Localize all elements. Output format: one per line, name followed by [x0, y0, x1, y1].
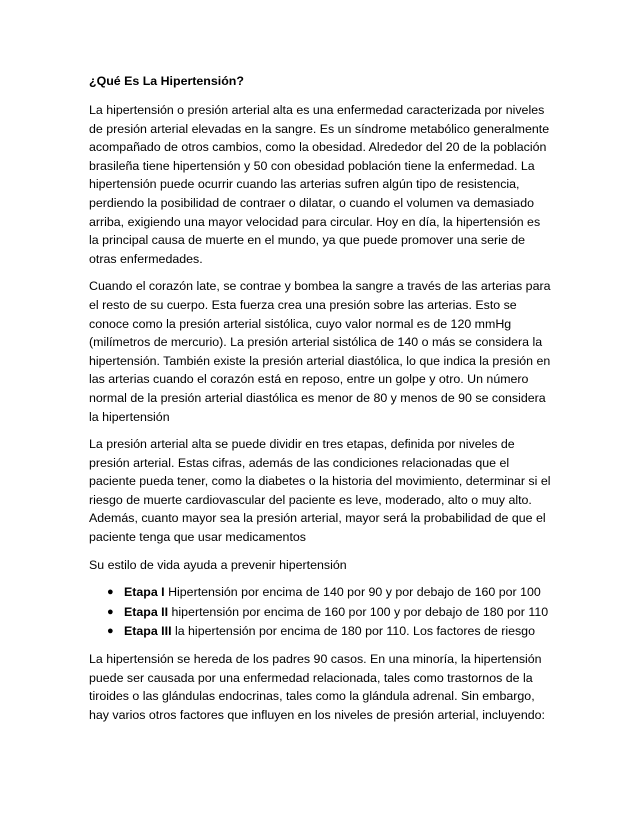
stage-label: Etapa II: [124, 604, 169, 619]
stage-text: hipertensión por encima de 160 por 100 y por debajo de 180 por 110: [168, 604, 549, 619]
paragraph-intro: La hipertensión o presión arterial alta es una enfermedad caracterizada por niveles de presión arterial elevadas en la sangre. Es un síndrome metabólico generalmente acompañado de otros cambios, como la obesidad. Alrededor del 20 de la población brasileña tiene hipertensión y 50 con obesidad población tiene la enfermedad. La hipertensión puede ocurrir cuando las arterias sufren algún tipo de resistencia, perdiendo la posibilidad de contraer o dilatar, o cuando el volumen va demasiado arriba, exigiendo una mayor velocidad para circular. Hoy en día, la hipertensión es la principal causa de muerte en el mundo, ya que puede promover una serie de otras enfermedades.: [89, 103, 550, 266]
paragraph-closing: La hipertensión se hereda de los padres 90 casos. En una minoría, la hipertensión puede ser causada por una enfermedad relacionada, tales como trastornos de la tiroides o las glándulas endocrinas, tales como la glándula adrenal. Sin embargo, hay varios otros factores que influyen en los niveles de presión arterial, incluyendo:: [89, 652, 545, 722]
bullet-icon: ●: [107, 625, 114, 638]
stage-label: Etapa III: [124, 624, 172, 639]
bullet-icon: ●: [107, 586, 114, 599]
stage-text: Hipertensión por encima de 140 por 90 y por debajo de 160 por 100: [164, 585, 541, 600]
list-item: [107, 603, 552, 622]
document-title: ¿Qué Es La Hipertensión?: [89, 74, 244, 88]
paragraph-blood-pressure: Cuando el corazón late, se contrae y bombea la sangre a través de las arterias para el resto de su cuerpo. Esta fuerza crea una presión sobre las arterias. Esto se conoce como la presión arterial sistólica, cuyo valor normal es de 120 mmHg (milímetros de mercurio). La presión arterial sistólica de 140 o más se considera la hipertensión. También existe la presión arterial diastólica, lo que indica la presión en las arterias cuando el corazón está en reposo, entre un golpe y otro. Un número normal de la presión arterial diastólica es menor de 80 y menos de 90 se considera la hipertensión: [89, 279, 551, 424]
paragraph-lifestyle: Su estilo de vida ayuda a prevenir hipertensión: [89, 557, 347, 572]
bullet-icon: ●: [107, 605, 114, 618]
stage-text: la hipertensión por encima de 180 por 110. Los factores de riesgo: [171, 624, 535, 639]
stages-list: [89, 583, 552, 641]
stage-label: Etapa I: [124, 585, 165, 600]
paragraph-stages: La presión arterial alta se puede dividir en tres etapas, definida por niveles de presión arterial. Estas cifras, además de las condiciones relacionadas que el paciente pueda tener, como la diabetes o la historia del movimiento, determinar si el riesgo de muerte cardiovascular del paciente es leve, moderado, alto o muy alto. Además, cuanto mayor sea la presión arterial, mayor será la probabilidad de que el paciente tenga que usar medicamentos: [89, 437, 551, 545]
list-item: [107, 622, 552, 641]
list-item: [107, 583, 552, 602]
